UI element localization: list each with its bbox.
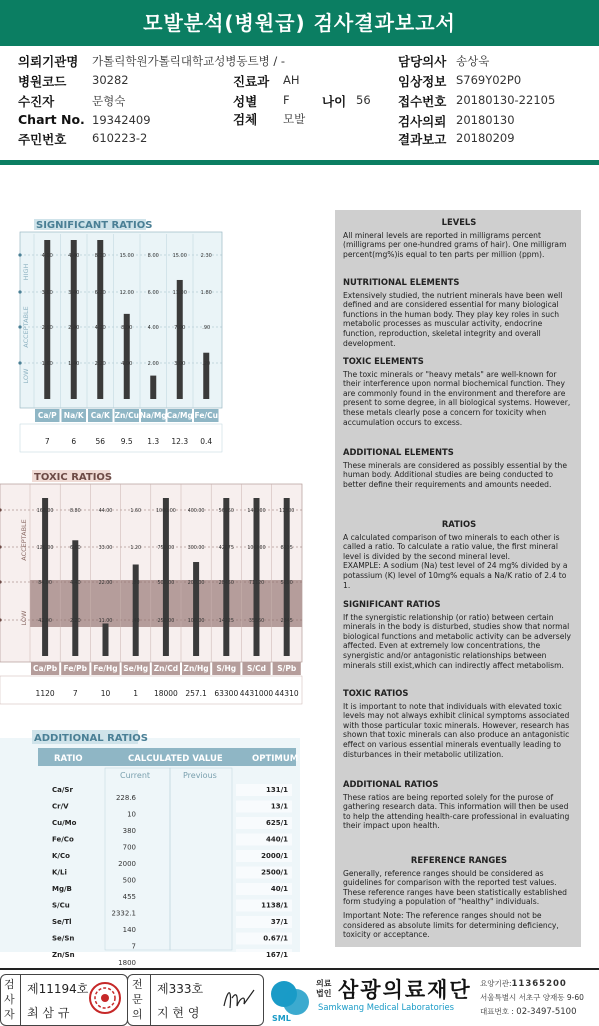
hosp-value: 30282: [92, 73, 129, 87]
sex-value: F: [283, 93, 290, 107]
significant-title: SIGNIFICANT RATIOS: [36, 220, 153, 231]
specialist-no: 제333호: [157, 982, 204, 996]
additional-current: 10: [127, 810, 136, 819]
additional-ratios-section: [343, 780, 575, 831]
patient-value: 문형숙: [92, 94, 126, 108]
additional-ratio-label: Mg/B: [52, 885, 72, 893]
toxic-elements-section: [343, 357, 575, 427]
org-value: 가톨릭학원가톨릭대학교성병동트병 / -: [92, 54, 286, 68]
tox-tick-label: 1.60: [130, 509, 142, 514]
additional-ratio-label: Cr/V: [52, 802, 69, 811]
ratios-text: A calculated comparison of two minerals to each other is called a ratio. To calculate a ratio value, the first mineral level is divided by the second mineral level.: [343, 532, 560, 561]
tox-side-acceptable: ACCEPTABLE: [20, 519, 28, 561]
org-prefix: 의료 법인: [316, 979, 332, 998]
sig-grid-dot: [18, 325, 21, 328]
tox-col-label: Zn/Hg: [183, 664, 209, 673]
tox-tick-label: 44.00: [98, 509, 113, 514]
additional-current: 1800: [118, 959, 136, 967]
sig-tick-label: 2.60: [41, 325, 53, 331]
ratios-heading: RATIOS: [441, 519, 477, 529]
doctor-value: 송상욱: [456, 54, 490, 68]
request-value: 20180130: [456, 113, 515, 127]
nutritional-heading: NUTRITIONAL ELEMENTS: [343, 277, 460, 287]
tox-col-label: Fe/Pb: [63, 664, 88, 673]
tox-tick-label: 35560: [248, 619, 265, 624]
significant-ratios-text: If the synergistic relationship (or ratio) between certain minerals in the body is disturbed, studies show that normal biological functions and metabolic activity can be adversely affected. Even at extremely low concentrations, the synergistic and/or antagonistic relationships between minerals still exist,which can indirectly affect metabolism.: [343, 612, 572, 670]
sig-col-label: Ca/P: [37, 411, 57, 420]
sig-tick-label: 8.00: [121, 325, 133, 331]
specimen-label: 검체: [233, 112, 258, 127]
sig-grid-dot: [18, 253, 21, 256]
additional-current: 2332.1: [111, 909, 136, 918]
sig-tick-label: 6.20: [94, 290, 106, 296]
tox-value: 1120: [35, 689, 55, 698]
tox-col-label: S/Cd: [246, 664, 267, 673]
sig-tick-label: 15.00: [172, 253, 187, 259]
nutritional-section: [343, 278, 575, 348]
tox-tick-label: .80: [131, 581, 140, 586]
patient-label: 수진자: [18, 94, 55, 109]
additional-elements-heading: ADDITIONAL ELEMENTS: [343, 447, 454, 457]
tox-value: 18000: [153, 689, 178, 698]
tox-col-label: Se/Hg: [123, 664, 149, 673]
sig-tick-label: 1.40: [68, 361, 80, 367]
toxic-ratios-text: It is important to note that individuals with elevated toxic levels may not always exhibit clinical symptoms associated with those particular toxic minerals. However, research has shown that toxic minerals can also produce an antagonistic effect on various essential minerals eventually leading to disturbances in their metabolic utilization.: [343, 701, 570, 759]
sig-tick-label: 8.00: [147, 253, 159, 259]
tox-tick-label: 1.20: [130, 546, 142, 551]
toxic-ratios-chart: [0, 468, 305, 708]
additional-optimum: 131/1: [265, 786, 288, 794]
tox-bar-s-hg: [223, 498, 229, 656]
sig-tick-label: 4.40: [68, 253, 80, 259]
sig-side-acceptable: ACCEPTABLE: [22, 306, 30, 348]
tox-value: 257.1: [185, 689, 207, 698]
sub-current: Current: [120, 771, 151, 780]
id-value: 610223-2: [92, 131, 148, 145]
sig-tick-label: 12.00: [119, 290, 134, 296]
org-name: 삼광의료재단: [338, 978, 472, 1002]
sig-grid-dot: [18, 290, 21, 293]
sig-value: 7: [44, 437, 50, 446]
toxic-elements-heading: TOXIC ELEMENTS: [343, 356, 424, 366]
sig-bar-na-k: [71, 240, 77, 399]
sig-side-low: LOW: [22, 368, 30, 384]
examiner-label: 검 사 자: [4, 978, 15, 1021]
additional-current: 500: [122, 876, 136, 885]
request-label: 검사의뢰: [398, 114, 447, 129]
tox-tick-label: 142200: [247, 509, 266, 514]
tox-tick-label: 4.40: [69, 581, 81, 586]
significant-ratios-chart: [0, 214, 230, 454]
tox-tick-label: 5690: [280, 581, 293, 586]
examiner-no: 제11194호: [27, 982, 89, 996]
hosp-label: 병원코드: [18, 74, 67, 89]
col-calculated: CALCULATED VALUE: [128, 754, 223, 764]
additional-ratio-label: Fe/Co: [52, 835, 74, 844]
tox-tick-label: 500.00: [157, 581, 175, 586]
sig-tick-label: 3.40: [68, 290, 80, 296]
sml-logo-text: SML: [272, 1014, 291, 1023]
reference-heading: REFERENCE RANGES: [410, 855, 508, 865]
sig-grid-dot: [18, 361, 21, 364]
sub-previous: Previous: [183, 771, 217, 780]
sig-tick-label: 2.40: [68, 325, 80, 331]
specialist-name: 지 현 영: [157, 1006, 200, 1020]
additional-optimum: 13/1: [270, 802, 288, 811]
levels-heading: LEVELS: [441, 217, 477, 227]
yoyang-line: 요양기관:11365200: [480, 979, 567, 989]
additional-elements-section: [343, 448, 575, 489]
additional-title: ADDITIONAL RATIOS: [34, 733, 148, 744]
tox-tick-label: 200.00: [187, 581, 205, 586]
tox-tick-label: 71120: [248, 581, 265, 586]
sig-value: 56: [95, 437, 106, 446]
levels-text: All mineral levels are reported in milligrams percent (milligrams per one-hundred grams of hair). One milligram percent(mg%)is equal to ten parts per million (ppm).: [343, 230, 567, 259]
tox-tick-label: 22.00: [98, 581, 113, 586]
additional-ratio-label: Se/Sn: [52, 934, 75, 943]
tox-value: 44310: [274, 689, 299, 698]
sig-tick-label: 1.60: [41, 361, 53, 367]
tox-tick-label: 14225: [218, 619, 234, 624]
tox-tick-label: 8.80: [69, 509, 81, 514]
toxic-elements-text: The toxic minerals or "heavy metals" are well-known for their interference upon normal biochemical function. They are commonly found in the environment and therefore are present to some degree, in all biological systems. However, these metals clearly pose a concern for toxicity when accumulation occurs to excess.: [343, 369, 571, 427]
sig-col-label: Na/K: [63, 411, 84, 420]
specialist-label: 전 문 의: [132, 978, 143, 1021]
tox-tick-label: 8535: [280, 546, 293, 551]
id-label: 주민번호: [18, 132, 67, 147]
ratios-section: [343, 520, 575, 590]
tox-tick-label: 42.00: [38, 619, 52, 624]
specimen-value: 모발: [283, 112, 306, 126]
tox-tick-label: 300.00: [187, 546, 205, 551]
additional-current: 228.6: [115, 794, 136, 802]
tox-tick-label: 106600: [247, 546, 266, 551]
additional-optimum: 1138/1: [261, 901, 288, 910]
tox-col-label: Zn/Cd: [153, 664, 179, 673]
sig-bar-ca-p: [44, 240, 50, 399]
doctor-label: 담당의사: [398, 54, 447, 69]
receipt-value: 20180130-22105: [456, 93, 556, 107]
examiner-sep: [20, 974, 21, 1026]
tox-col-label: S/Hg: [216, 664, 237, 673]
col-ratio: RATIO: [54, 754, 83, 764]
sig-tick-label: 6.00: [147, 290, 159, 296]
additional-optimum: 37/1: [270, 918, 288, 926]
dept-value: AH: [283, 73, 300, 87]
sig-value: 1.3: [147, 437, 160, 446]
toxic-ratios-heading: TOXIC RATIOS: [343, 688, 409, 698]
tox-value: 63300: [214, 689, 239, 698]
tox-bar-se-hg: [133, 565, 139, 657]
tox-bar-fe-pb: [72, 540, 78, 656]
additional-optimum: 40/1: [270, 885, 288, 893]
additional-optimum: 2500/1: [261, 868, 288, 877]
tox-bar-ca-pb: [42, 498, 48, 656]
additional-current: 455: [122, 893, 136, 901]
tox-value: 7: [72, 689, 78, 698]
toxic-title: TOXIC RATIOS: [34, 472, 113, 483]
sig-bar-fe-cu: [203, 353, 209, 399]
sig-tick-label: 15.00: [119, 253, 134, 259]
tox-col-label: S/Pb: [277, 664, 297, 673]
additional-optimum: 625/1: [265, 819, 288, 827]
sig-value: 12.3: [171, 437, 189, 446]
age-label: 나이: [322, 94, 347, 109]
additional-ratio-label: Ca/Sr: [52, 786, 73, 794]
additional-current: 380: [122, 827, 136, 835]
phone-line: 대표번호 : 02-3497-5100: [480, 1007, 577, 1017]
significant-ratios-section: [343, 600, 575, 670]
additional-ratio-label: K/Li: [52, 868, 67, 877]
sig-tick-label: 3.60: [41, 290, 53, 296]
clinical-value: S769Y02P0: [456, 73, 522, 87]
tox-side-low: LOW: [20, 610, 28, 626]
sig-value: 9.5: [120, 437, 133, 446]
receipt-label: 접수번호: [398, 94, 447, 109]
additional-ratio-label: Cu/Mo: [52, 819, 77, 827]
tox-tick-label: 168.00: [36, 509, 54, 514]
org-label: 의뢰기관명: [18, 54, 79, 69]
additional-ratio-label: Se/Tl: [52, 918, 72, 926]
specialist-sep: [150, 974, 151, 1026]
clinical-label: 임상정보: [398, 74, 447, 89]
sig-bar-ca-k: [97, 240, 103, 399]
sig-tick-label: 3.00: [174, 361, 186, 367]
tox-bar-zn-hg: [193, 562, 199, 656]
sig-tick-label: 2.00: [147, 361, 159, 367]
sig-tick-label: .20: [202, 361, 211, 367]
sig-col-label: Fe/Cu: [194, 411, 218, 420]
additional-ratio-label: Zn/Sn: [52, 951, 75, 959]
sig-tick-label: 4.20: [94, 325, 106, 331]
sml-logo-icon: [268, 974, 314, 1026]
additional-ratios-text: These ratios are being reported solely for the purose of gathering research data. This information will then be used to help the attending health-care professional in evaluating their impact upon health.: [343, 792, 570, 831]
specialist-signature-icon: [220, 984, 258, 1014]
additional-optimum: 167/1: [265, 951, 288, 959]
additional-current: 7: [131, 942, 136, 951]
tox-tick-label: 400.00: [187, 509, 205, 514]
levels-section: [343, 218, 575, 259]
tox-tick-label: 2.20: [69, 619, 81, 624]
chart-label: Chart No.: [18, 112, 85, 127]
additional-ratios-heading: ADDITIONAL RATIOS: [343, 779, 439, 789]
tox-bar-fe-hg: [103, 623, 109, 656]
tox-col-label: Fe/Hg: [93, 664, 118, 673]
tox-tick-label: 11300: [279, 509, 295, 514]
sig-side-high: HIGH: [22, 263, 30, 281]
additional-elements-text: These minerals are considered as possibly essential by the human body. Additional studies are being conducted to better define their requirements and amounts needed.: [343, 460, 568, 489]
tox-tick-label: 33.00: [98, 546, 113, 551]
toxic-ratios-section: [343, 689, 575, 759]
sig-value: 6: [71, 437, 77, 446]
sig-tick-label: .90: [202, 325, 211, 331]
tox-tick-label: 1000.00: [155, 509, 176, 514]
tox-tick-label: 250.00: [157, 619, 175, 624]
sig-tick-label: 11.00: [172, 290, 187, 296]
col-optimum: OPTIMUM: [252, 754, 299, 764]
org-english: Samkwang Medical Laboratories: [318, 1002, 454, 1012]
sig-tick-label: 4.00: [41, 253, 53, 259]
tox-tick-label: 56960: [218, 509, 234, 514]
sig-tick-label: 2.30: [200, 253, 212, 259]
reference-section: [343, 856, 575, 940]
tox-col-label: Ca/Pb: [33, 664, 58, 673]
tox-tick-label: 42675: [218, 546, 234, 551]
sig-tick-label: 1.80: [200, 290, 212, 296]
additional-current: 700: [122, 843, 136, 852]
sig-bar-na-mg: [150, 376, 156, 399]
age-value: 56: [356, 93, 371, 107]
additional-current: 2000: [118, 860, 136, 868]
additional-optimum: 0.67/1: [263, 934, 288, 943]
tox-tick-label: 100.00: [187, 619, 205, 624]
sig-tick-label: 8.20: [94, 253, 106, 259]
report-footer: [0, 968, 599, 1026]
additional-ratio-label: K/Co: [52, 852, 70, 860]
ratios-example: EXAMPLE: A sodium (Na) test level of 24 mg% divided by a potassium (K) level of 10mg% equals a Na/K ratio of 2.4 to 1.: [343, 561, 568, 590]
tox-tick-label: 28450: [218, 581, 234, 586]
header-divider: [0, 160, 599, 165]
sig-tick-label: 4.00: [121, 361, 133, 367]
reference-note: Important Note: The reference ranges should not be considered as absolute limits for determining deficiency, toxicity or acceptance.: [343, 910, 559, 940]
sig-tick-label: 7.00: [174, 325, 186, 331]
dept-label: 진료과: [233, 74, 270, 89]
tox-tick-label: 750.00: [157, 546, 175, 551]
report-title: 모발분석(병원급) 검사결과보고서: [0, 0, 599, 46]
tox-bar-zn-cd: [163, 498, 169, 656]
sig-bar-ca-mg: [177, 280, 183, 399]
additional-ratios-table: [0, 728, 305, 967]
tox-tick-label: 126.00: [36, 546, 54, 551]
sig-col-label: Ca/K: [90, 411, 110, 420]
additional-optimum: 2000/1: [261, 852, 288, 860]
additional-optimum: 440/1: [265, 835, 288, 844]
additional-current: 140: [122, 926, 136, 934]
report-label: 결과보고: [398, 132, 447, 147]
report-value: 20180209: [456, 131, 515, 145]
tox-value: 10: [100, 689, 111, 698]
tox-tick-label: .40: [131, 619, 140, 624]
address-line: 서울특별시 서초구 양재동 9-60: [480, 993, 584, 1002]
tox-value: 4431000: [239, 689, 274, 698]
sig-col-label: Na/Mg: [139, 411, 167, 420]
patient-info: [0, 46, 599, 160]
nutritional-text: Extensively studied, the nutrient minerals have been well defined and are considered essential for many biological functions in the human body. They play key roles in such metabolic processes as muscular activity, endocrine function, reproduction, skeletal integrity and overall development.: [343, 290, 563, 348]
examiner-seal-icon: [88, 980, 122, 1016]
tox-tick-label: 6.60: [69, 546, 81, 551]
sig-value: 0.4: [200, 437, 213, 446]
reference-text: Generally, reference ranges should be considered as guidelines for comparison with the reported test values. These reference ranges have been statistically established form studying a population of "healthy" individuals.: [343, 868, 567, 907]
sig-tick-label: 2.20: [94, 361, 106, 367]
chart-value: 19342409: [92, 113, 151, 127]
tox-value: 1: [133, 689, 139, 698]
sig-tick-label: 4.00: [147, 325, 159, 331]
tox-tick-label: 84.00: [38, 581, 52, 586]
additional-ratio-label: S/Cu: [52, 901, 70, 910]
tox-tick-label: 11.00: [98, 619, 113, 624]
sig-col-label: Ca/Mg: [166, 411, 193, 420]
significant-ratios-heading: SIGNIFICANT RATIOS: [343, 599, 441, 609]
examiner-name: 최 삼 규: [27, 1006, 70, 1020]
tox-bar-s-pb: [284, 498, 290, 656]
sex-label: 성별: [233, 94, 258, 109]
tox-tick-label: 2845: [280, 619, 293, 624]
tox-bar-s-cd: [254, 498, 260, 656]
sig-col-label: Zn/Cu: [114, 411, 139, 420]
